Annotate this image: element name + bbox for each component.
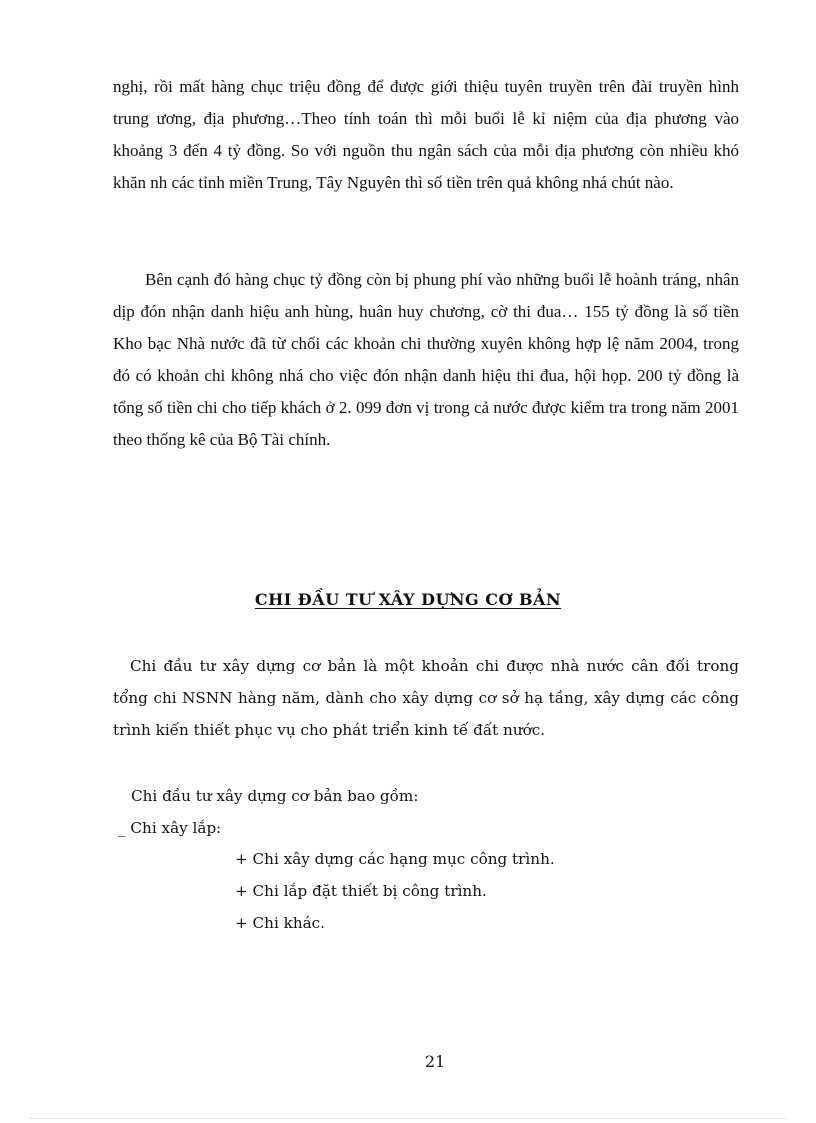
body-paragraph-2: Bên cạnh đó hàng chục tỷ đồng còn bị phung phí vào những buổi lễ hoành tráng, nhân dịp đón nhận danh hiệu anh hùng, huân huy chương, cờ thi đua… 155 tỷ đồng là số tiền Kho bạc Nhà nước đã từ chối các khoản chi thường xuyên không hợp lệ năm 2004, trong đó có khoản chi không nhá cho việc đón nhận danh hiệu thi đua, hội họp. 200 tỷ đồng là tổng số tiền chi cho tiếp khách ở 2. 099 đơn vị trong cả nước được kiểm tra trong năm 2001 theo thống kê của Bộ Tài chính. (113, 270, 739, 449)
list-sub-heading: _ Chi xây lắp: (118, 819, 222, 837)
section-heading-text: CHI ĐẦU TƯ XÂY DỰNG CƠ BẢN (254, 590, 562, 609)
list-item: + Chi khác. (235, 914, 326, 932)
footer-divider (30, 1118, 786, 1119)
page-number: 21 (424, 1052, 446, 1071)
body-paragraph-1: nghị, rồi mất hàng chục triệu đồng để được giới thiệu tuyên truyền trên đài truyền hình trung ương, địa phương…Theo tính toán thì mỗi buổi lễ kỉ niệm của địa phương vào khoảng 3 đến 4 tỷ đồng. So với nguồn thu ngân sách của mỗi địa phương còn nhiều khó khăn nh các tỉnh miền Trung, Tây Nguyên thì số tiền trên quả không nhá chút nào. (113, 77, 739, 192)
section-heading (0, 590, 816, 609)
section-paragraph: Chi đầu tư xây dựng cơ bản là một khoản chi được nhà nước cân đối trong tổng chi NSNN hàng năm, dành cho xây dựng cơ sở hạ tầng, xây dựng các công trình kiến thiết phục vụ cho phát triển kinh tế đất nước. (113, 657, 739, 739)
list-item: + Chi xây dựng các hạng mục công trình. (235, 850, 555, 868)
list-item: + Chi lắp đặt thiết bị công trình. (235, 882, 487, 900)
list-intro: Chi đầu tư xây dựng cơ bản bao gồm: (131, 787, 419, 805)
